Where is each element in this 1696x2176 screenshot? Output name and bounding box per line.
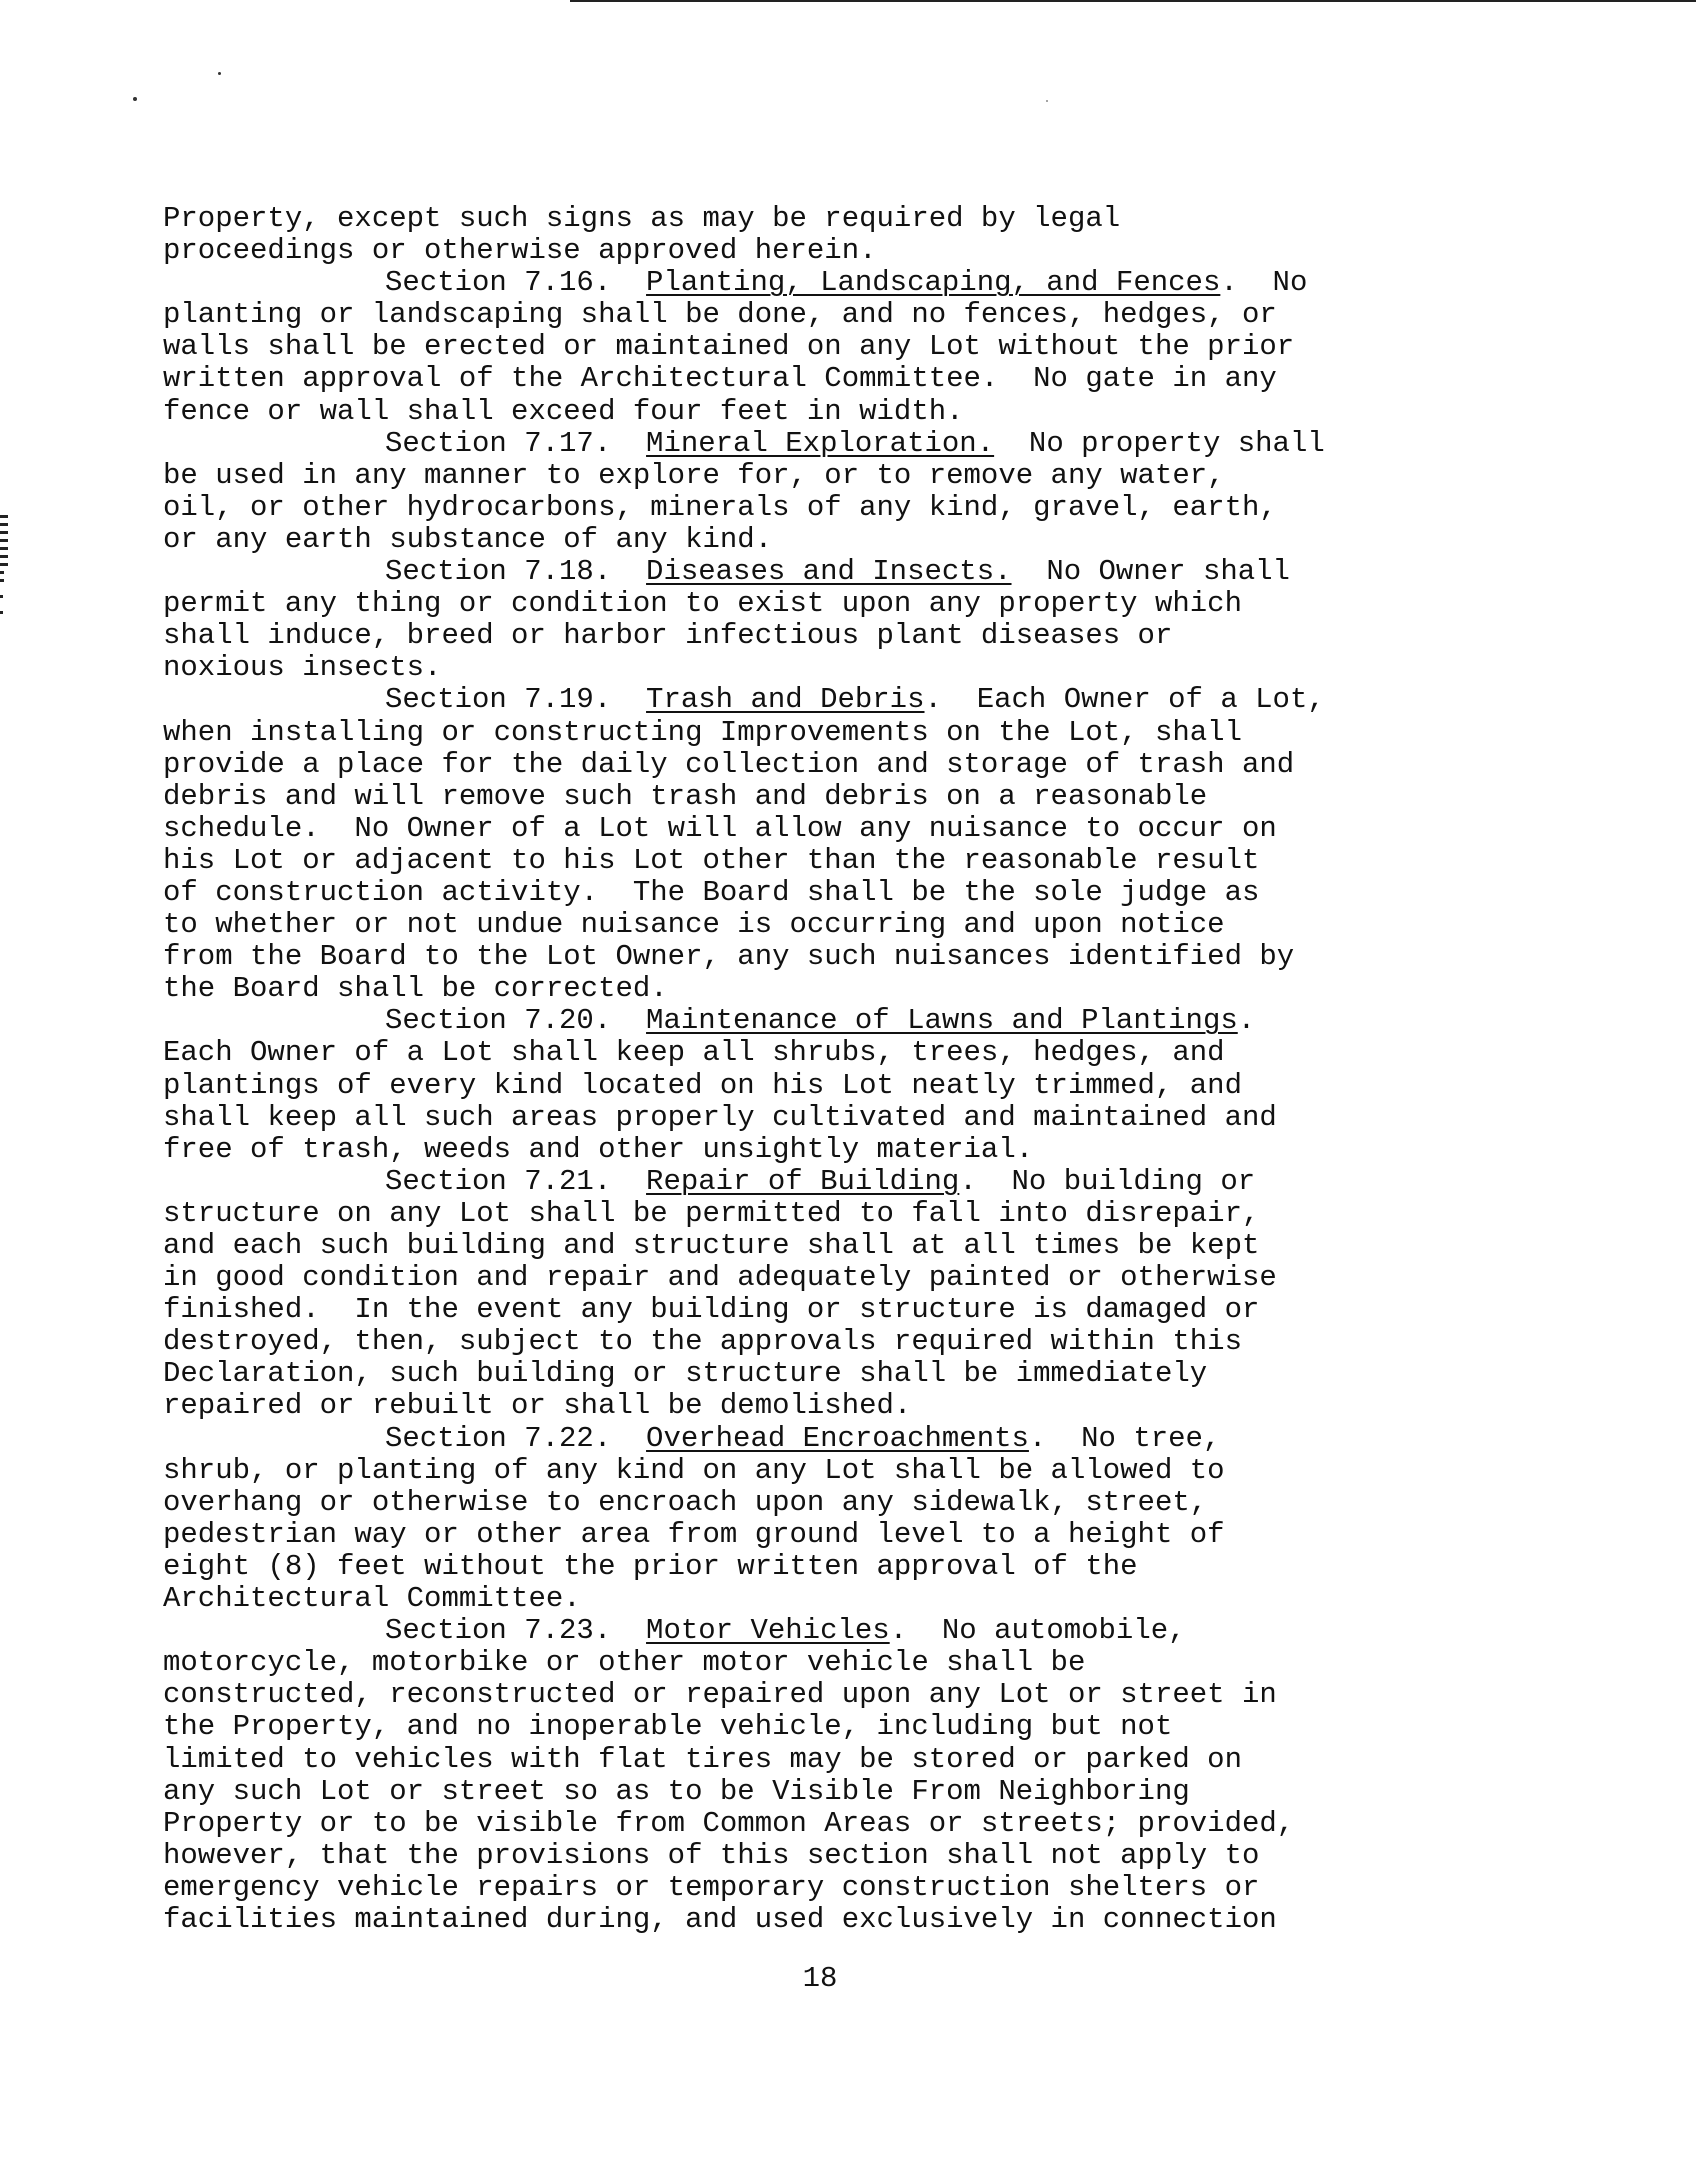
body-line: debris and will remove such trash and debris on a reasonable xyxy=(163,779,1208,813)
body-line: Property or to be visible from Common Areas or streets; provided, xyxy=(163,1806,1295,1840)
section-title: Motor Vehicles xyxy=(646,1614,890,1648)
body-line: eight (8) feet without the prior written approval of the xyxy=(163,1549,1138,1583)
body-line: the Board shall be corrected. xyxy=(163,972,668,1006)
body-line: however, that the provisions of this section shall not apply to xyxy=(163,1838,1260,1872)
body-line: his Lot or adjacent to his Lot other than the reasonable result xyxy=(163,843,1260,877)
section-number: Section 7.16. xyxy=(385,266,647,300)
section-title: Overhead Encroachments xyxy=(646,1421,1029,1455)
body-line: be used in any manner to explore for, or to remove any water, xyxy=(163,458,1225,492)
body-line: proceedings or otherwise approved herein. xyxy=(163,234,877,268)
section-heading-line xyxy=(163,1423,1493,1455)
body-line: constructed, reconstructed or repaired upon any Lot or street in xyxy=(163,1678,1277,1712)
body-line: noxious insects. xyxy=(163,651,442,685)
body-line: shall keep all such areas properly cultivated and maintained and xyxy=(163,1100,1277,1134)
body-line: motorcycle, motorbike or other motor vehicle shall be xyxy=(163,1646,1086,1680)
section-text: . No automobile, xyxy=(889,1614,1186,1648)
section-title: Trash and Debris xyxy=(646,683,925,717)
body-line: fence or wall shall exceed four feet in width. xyxy=(163,394,964,428)
body-line: provide a place for the daily collection and storage of trash and xyxy=(163,747,1295,781)
section-heading-line xyxy=(163,556,1493,588)
body-line: walls shall be erected or maintained on any Lot without the prior xyxy=(163,330,1295,364)
scan-top-edge xyxy=(570,0,1696,2)
body-line: to whether or not undue nuisance is occurring and upon notice xyxy=(163,908,1225,942)
section-heading-line xyxy=(163,428,1493,460)
body-line: pedestrian way or other area from ground level to a height of xyxy=(163,1517,1225,1551)
body-line: Property, except such signs as may be required by legal xyxy=(163,202,1121,235)
section-heading-line xyxy=(163,1166,1493,1198)
document-body xyxy=(163,203,1493,1936)
binding-marks xyxy=(0,515,10,625)
body-line: when installing or constructing Improvements on the Lot, shall xyxy=(163,715,1242,749)
body-line: free of trash, weeds and other unsightly material. xyxy=(163,1132,1034,1166)
body-line: written approval of the Architectural Committee. No gate in any xyxy=(163,362,1277,396)
body-line: planting or landscaping shall be done, and no fences, hedges, or xyxy=(163,298,1277,332)
body-line: overhang or otherwise to encroach upon any sidewalk, street, xyxy=(163,1485,1208,1519)
section-heading-line xyxy=(163,1005,1493,1037)
section-title: Planting, Landscaping, and Fences xyxy=(646,266,1221,300)
body-line: limited to vehicles with flat tires may be stored or parked on xyxy=(163,1742,1242,1776)
body-line: and each such building and structure shall at all times be kept xyxy=(163,1229,1260,1262)
scan-speck xyxy=(1046,100,1048,102)
body-line: the Property, and no inoperable vehicle, including but not xyxy=(163,1710,1173,1744)
body-line: emergency vehicle repairs or temporary construction shelters or xyxy=(163,1870,1260,1904)
body-line: plantings of every kind located on his Lot neatly trimmed, and xyxy=(163,1068,1242,1102)
body-line: destroyed, then, subject to the approvals required within this xyxy=(163,1325,1242,1359)
body-line: in good condition and repair and adequately painted or otherwise xyxy=(163,1261,1277,1295)
section-heading-line xyxy=(163,1615,1493,1647)
body-line: of construction activity. The Board shall be the sole judge as xyxy=(163,875,1260,909)
body-line: oil, or other hydrocarbons, minerals of any kind, gravel, earth, xyxy=(163,490,1277,524)
section-heading-line xyxy=(163,267,1493,299)
section-text: No property shall xyxy=(994,426,1325,460)
page-number: 18 xyxy=(802,1962,838,1995)
section-text: . xyxy=(1237,1004,1256,1038)
section-text: . No xyxy=(1220,266,1308,300)
body-line: or any earth substance of any kind. xyxy=(163,522,773,556)
body-line: facilities maintained during, and used exclusively in connection xyxy=(163,1902,1277,1936)
body-line: Declaration, such building or structure shall be immediately xyxy=(163,1357,1208,1391)
body-line: shall induce, breed or harbor infectious plant diseases or xyxy=(163,619,1173,653)
body-line: shrub, or planting of any kind on any Lot shall be allowed to xyxy=(163,1453,1225,1487)
section-title: Diseases and Insects. xyxy=(646,555,1012,589)
section-title: Maintenance of Lawns and Plantings xyxy=(646,1004,1238,1038)
body-line: from the Board to the Lot Owner, any such nuisances identified by xyxy=(163,940,1295,974)
section-heading-line xyxy=(163,684,1493,716)
section-text: No Owner shall xyxy=(1011,555,1290,589)
scan-speck xyxy=(133,97,137,101)
section-text: . No building or xyxy=(959,1164,1256,1198)
body-line: any such Lot or street so as to be Visible From Neighboring xyxy=(163,1774,1190,1808)
section-title: Repair of Building xyxy=(646,1164,960,1198)
body-line: permit any thing or condition to exist upon any property which xyxy=(163,587,1242,621)
body-line: repaired or rebuilt or shall be demolished. xyxy=(163,1389,912,1423)
section-number: Section 7.20. xyxy=(385,1004,647,1038)
section-number: Section 7.21. xyxy=(385,1164,647,1198)
section-text: . Each Owner of a Lot, xyxy=(924,683,1325,717)
body-line: Architectural Committee. xyxy=(163,1582,581,1616)
section-title: Mineral Exploration. xyxy=(646,426,995,460)
section-number: Section 7.19. xyxy=(385,683,647,717)
section-number: Section 7.18. xyxy=(385,555,647,589)
body-line: schedule. No Owner of a Lot will allow any nuisance to occur on xyxy=(163,811,1277,845)
body-line: structure on any Lot shall be permitted to fall into disrepair, xyxy=(163,1196,1260,1230)
section-number: Section 7.17. xyxy=(385,426,647,460)
section-number: Section 7.23. xyxy=(385,1614,647,1648)
section-text: . No tree, xyxy=(1028,1421,1221,1455)
scan-speck xyxy=(218,72,221,75)
body-line: Each Owner of a Lot shall keep all shrubs, trees, hedges, and xyxy=(163,1036,1225,1070)
section-number: Section 7.22. xyxy=(385,1421,647,1455)
body-line: finished. In the event any building or structure is damaged or xyxy=(163,1293,1260,1327)
